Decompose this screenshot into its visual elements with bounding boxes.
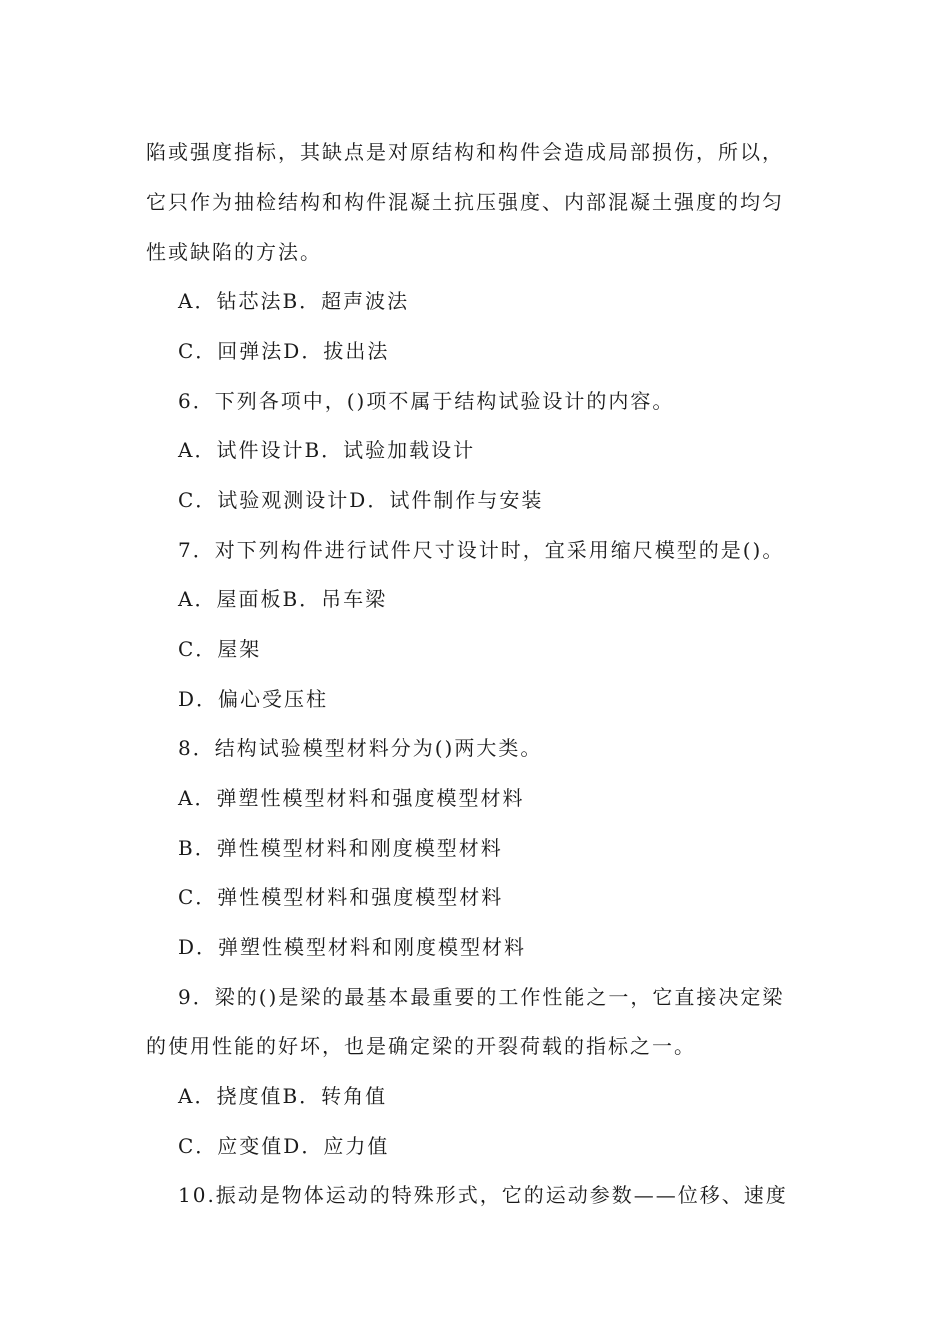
option-line-q5-cd: C．回弹法D．拔出法 (178, 339, 390, 363)
option-line-q8-a: A．弹塑性模型材料和强度模型材料 (178, 786, 525, 810)
option-line-q5-ab: A．钻芯法B．超声波法 (178, 289, 410, 313)
option-line-q6-cd: C．试验观测设计D．试件制作与安装 (178, 488, 544, 512)
question-8: 8．结构试验模型材料分为()两大类。 (178, 736, 543, 760)
question-6: 6．下列各项中，()项不属于结构试验设计的内容。 (178, 389, 675, 413)
option-line-q7-ab: A．屋面板B．吊车梁 (178, 587, 388, 611)
option-line-q8-b: B．弹性模型材料和刚度模型材料 (178, 836, 503, 860)
question-10: 10.振动是物体运动的特殊形式，它的运动参数——位移、速度 (178, 1183, 788, 1207)
option-line-q7-c: C．屋架 (178, 637, 262, 661)
question-7: 7．对下列构件进行试件尺寸设计时，宜采用缩尺模型的是()。 (178, 538, 785, 562)
option-line-q8-c: C．弹性模型材料和强度模型材料 (178, 885, 504, 909)
option-line-q7-d: D．偏心受压柱 (178, 687, 329, 711)
text-line-3: 性或缺陷的方法。 (146, 240, 322, 264)
text-line-2: 它只作为抽检结构和构件混凝土抗压强度、内部混凝土强度的均匀 (146, 190, 784, 214)
text-line-1: 陷或强度指标，其缺点是对原结构和构件会造成局部损伤，所以， (146, 140, 784, 164)
question-9: 9．梁的()是梁的最基本最重要的工作性能之一，它直接决定梁 (178, 985, 785, 1009)
option-line-q6-ab: A．试件设计B．试验加载设计 (178, 438, 476, 462)
question-9-continued: 的使用性能的好坏，也是确定梁的开裂荷载的指标之一。 (146, 1034, 696, 1058)
option-line-q9-cd: C．应变值D．应力值 (178, 1134, 390, 1158)
option-line-q9-ab: A．挠度值B．转角值 (178, 1084, 388, 1108)
option-line-q8-d: D．弹塑性模型材料和刚度模型材料 (178, 935, 527, 959)
